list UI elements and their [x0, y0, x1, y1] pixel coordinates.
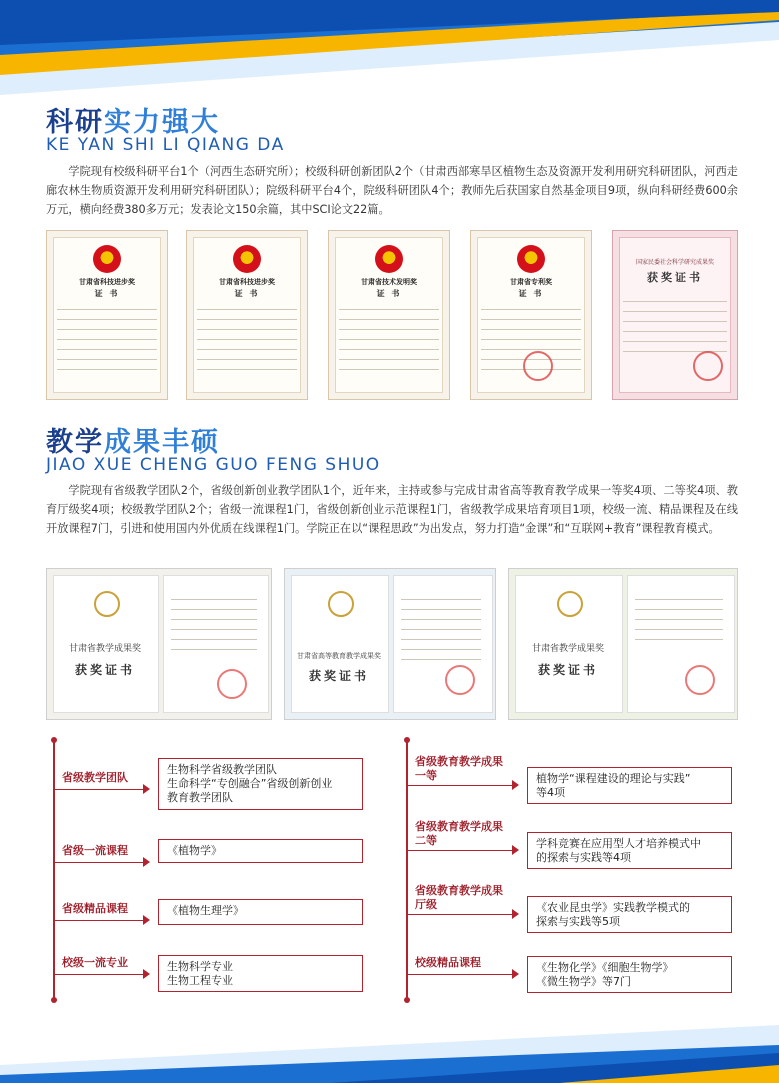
- certificate-image: [470, 230, 592, 400]
- timeline-label: 省级一流课程: [62, 844, 128, 857]
- certificate-title: 国家民委社会科学研究成果奖: [635, 259, 714, 266]
- timeline-detail-box: 生物科学专业 生物工程专业: [158, 955, 363, 992]
- certificate-title: 甘肃省高等教育教学成果奖: [297, 652, 381, 660]
- national-emblem-icon: [93, 245, 121, 273]
- national-emblem-icon: [517, 245, 545, 273]
- timeline-spine: [406, 740, 408, 1002]
- certificate-image: [328, 230, 450, 400]
- timeline-detail-box: 《生物化学》《细胞生物学》 《微生物学》等7门: [527, 956, 732, 993]
- certificate-title: 甘肃省教学成果奖: [531, 644, 604, 654]
- timeline-detail-box: 植物学“课程建设的理论与实践” 等4项: [527, 767, 732, 804]
- top-banner-decoration: [0, 0, 779, 110]
- teaching-paragraph: 学院现有省级教学团队2个，省级创新创业教学团队1个，近年来，主持或参与完成甘肃省高等教育教学成果一等奖4项、二等奖4项、教育厅级奖4项；校级教学团队2个；省级一流课程1门，省级创新创业示范课程1门，省级教学成果培育项目1项，校级一流、精品课程及在线开放课程7门，引进和使用国内外优质在线课程1门。学院正在以“课程思政”为出发点，努力打造“金课”和“互联网+教育”课程教育模式。: [46, 484, 738, 535]
- certificate-subtitle: 获奖证书: [537, 663, 598, 677]
- certificate-image: [508, 568, 738, 720]
- certificate-subtitle: 证 书: [376, 289, 402, 298]
- certificate-image: [186, 230, 308, 400]
- timeline-label: 省级教育教学成果 一等: [415, 755, 503, 782]
- research-paragraph: 学院现有校级科研平台1个（河西生态研究所）；校级科研创新团队2个（甘肃西部寒旱区植物生态及资源开发利用研究科研团队，河西走廊农林生物质资源开发利用研究科研团队）；院级科研平台4个，院级科研团队4个；教师先后获国家自然基金项目9项，纵向科研经费600余万元，横向经费380多万元；发表论文150余篇，其中SCI论文22篇。: [46, 165, 738, 216]
- timeline-detail-box: 《植物学》: [158, 839, 363, 863]
- teaching-section-pinyin: JIAO XUE CHENG GUO FENG SHUO: [46, 455, 381, 475]
- national-emblem-icon: [233, 245, 261, 273]
- certificate-image: [46, 568, 272, 720]
- emblem-icon: [94, 591, 120, 617]
- certificate-title: 甘肃省技术发明奖: [361, 278, 417, 286]
- certificate-subtitle: 获奖证书: [647, 271, 703, 284]
- red-stamp-icon: [217, 669, 247, 699]
- certificate-subtitle: 证 书: [234, 289, 260, 298]
- teaching-section-title: 教学成果丰硕: [46, 427, 220, 458]
- timeline-detail-box: 《农业昆虫学》实践教学模式的 探索与实践等5项: [527, 896, 732, 933]
- timeline-label: 校级一流专业: [62, 956, 128, 969]
- certificate-image: [46, 230, 168, 400]
- certificate-subtitle: 获奖证书: [74, 663, 135, 677]
- red-stamp-icon: [693, 351, 723, 381]
- timeline-label: 省级教学团队: [62, 771, 128, 784]
- red-stamp-icon: [523, 351, 553, 381]
- certificate-title: 甘肃省科技进步奖: [219, 278, 275, 286]
- timeline-label: 省级教育教学成果 厅级: [415, 884, 503, 911]
- timeline-detail-box: 《植物生理学》: [158, 899, 363, 925]
- bottom-banner-decoration: [0, 1025, 779, 1083]
- timeline-detail-box: 生物科学省级教学团队 生命科学“专创融合”省级创新创业 教育教学团队: [158, 758, 363, 810]
- certificate-subtitle: 证 书: [94, 289, 120, 298]
- timeline-spine: [53, 740, 55, 1002]
- red-stamp-icon: [445, 665, 475, 695]
- timeline-label: 省级教育教学成果 二等: [415, 820, 503, 847]
- certificate-subtitle: 获奖证书: [308, 669, 369, 683]
- timeline-label: 校级精品课程: [415, 956, 481, 969]
- certificate-image: [612, 230, 738, 400]
- certificate-subtitle: 证 书: [518, 289, 544, 298]
- red-stamp-icon: [685, 665, 715, 695]
- certificate-title: 甘肃省专利奖: [510, 278, 552, 286]
- emblem-icon: [328, 591, 354, 617]
- certificate-title: 甘肃省科技进步奖: [79, 278, 135, 286]
- research-section-title: 科研实力强大: [46, 107, 220, 138]
- national-emblem-icon: [375, 245, 403, 273]
- timeline-label: 省级精品课程: [62, 902, 128, 915]
- timeline-detail-box: 学科竞赛在应用型人才培养模式中 的探索与实践等4项: [527, 832, 732, 869]
- certificate-title: 甘肃省教学成果奖: [68, 644, 141, 654]
- research-section-pinyin: KE YAN SHI LI QIANG DA: [46, 135, 285, 155]
- certificate-image: [284, 568, 496, 720]
- emblem-icon: [557, 591, 583, 617]
